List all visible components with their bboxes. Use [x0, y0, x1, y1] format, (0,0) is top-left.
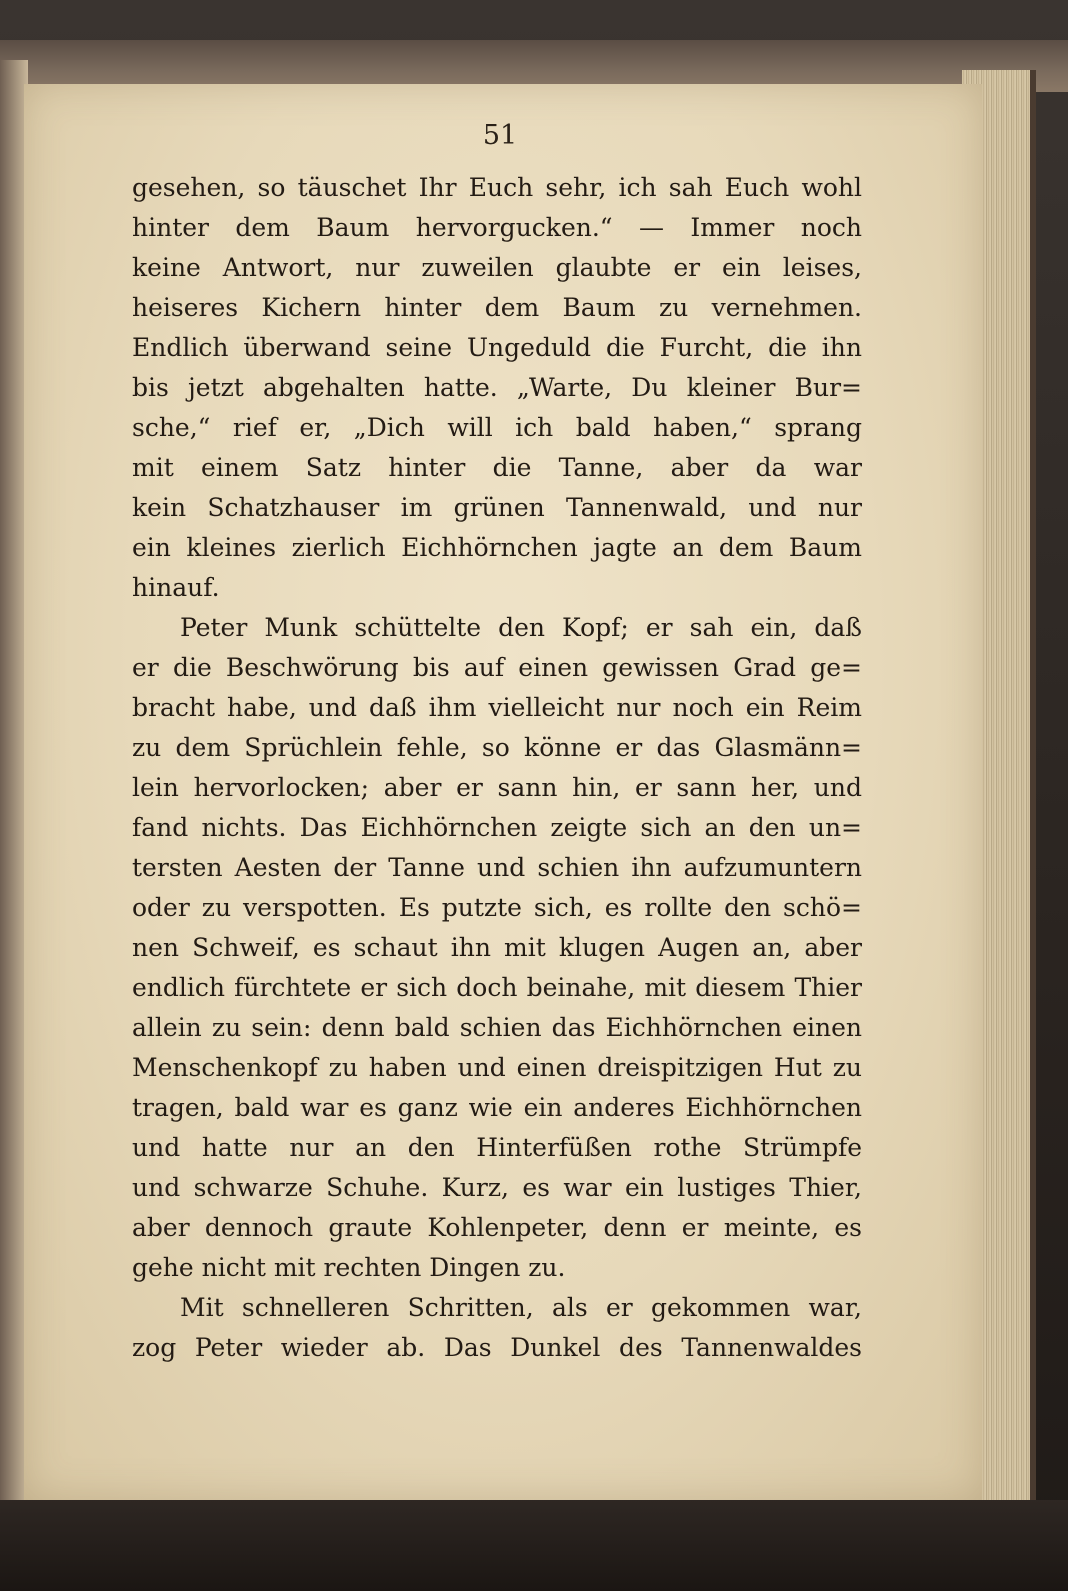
text-line: nen Schweif, es schaut ihn mit klugen Augen an, aber: [132, 933, 862, 962]
text-line: sche,“ rief er, „Dich will ich bald haben,“ sprang: [132, 413, 862, 442]
page-text: [132, 168, 862, 1368]
page-number: 51: [482, 120, 518, 151]
text-line: endlich fürchtete er sich doch beinahe, mit diesem Thier: [132, 973, 862, 1002]
text-line: hinauf.: [132, 573, 220, 602]
text-line: keine Antwort, nur zuweilen glaubte er ein leises,: [132, 253, 862, 282]
text-line: Peter Munk schüttelte den Kopf; er sah ein, daß: [180, 613, 862, 642]
text-line: und schwarze Schuhe. Kurz, es war ein lustiges Thier,: [132, 1173, 862, 1202]
text-line: mit einem Satz hinter die Tanne, aber da war: [132, 453, 862, 482]
text-line: kein Schatzhauser im grünen Tannenwald, und nur: [132, 493, 862, 522]
text-line: Endlich überwand seine Ungeduld die Furcht, die ihn: [132, 333, 862, 362]
text-line: tragen, bald war es ganz wie ein anderes Eichhörnchen: [132, 1093, 862, 1122]
table-surface: [0, 1500, 1068, 1591]
text-line: Menschenkopf zu haben und einen dreispitzigen Hut zu: [132, 1053, 862, 1082]
text-line: Mit schnelleren Schritten, als er gekommen war,: [180, 1293, 862, 1322]
text-line: tersten Aesten der Tanne und schien ihn aufzumuntern: [132, 853, 862, 882]
text-line: hinter dem Baum hervorgucken.“ — Immer noch: [132, 213, 862, 242]
text-line: zog Peter wieder ab. Das Dunkel des Tannenwaldes: [132, 1333, 862, 1362]
text-line: bis jetzt abgehalten hatte. „Warte, Du kleiner Bur=: [132, 373, 862, 402]
text-line: er die Beschwörung bis auf einen gewissen Grad ge=: [132, 653, 862, 682]
text-line: gesehen, so täuschet Ihr Euch sehr, ich sah Euch wohl: [132, 173, 862, 202]
text-line: heiseres Kichern hinter dem Baum zu vernehmen.: [132, 293, 862, 322]
text-line: lein hervorlocken; aber er sann hin, er sann her, und: [132, 773, 862, 802]
text-line: fand nichts. Das Eichhörnchen zeigte sich an den un=: [132, 813, 862, 842]
text-line: ein kleines zierlich Eichhörnchen jagte an dem Baum: [132, 533, 862, 562]
text-line: allein zu sein: denn bald schien das Eichhörnchen einen: [132, 1013, 862, 1042]
text-line: oder zu verspotten. Es putzte sich, es rollte den schö=: [132, 893, 862, 922]
text-line: bracht habe, und daß ihm vielleicht nur noch ein Reim: [132, 693, 862, 722]
text-line: gehe nicht mit rechten Dingen zu.: [132, 1253, 566, 1282]
text-line: zu dem Sprüchlein fehle, so könne er das Glasmänn=: [132, 733, 862, 762]
text-line: und hatte nur an den Hinterfüßen rothe Strümpfe: [132, 1133, 862, 1162]
text-line: aber dennoch graute Kohlenpeter, denn er meinte, es: [132, 1213, 862, 1242]
